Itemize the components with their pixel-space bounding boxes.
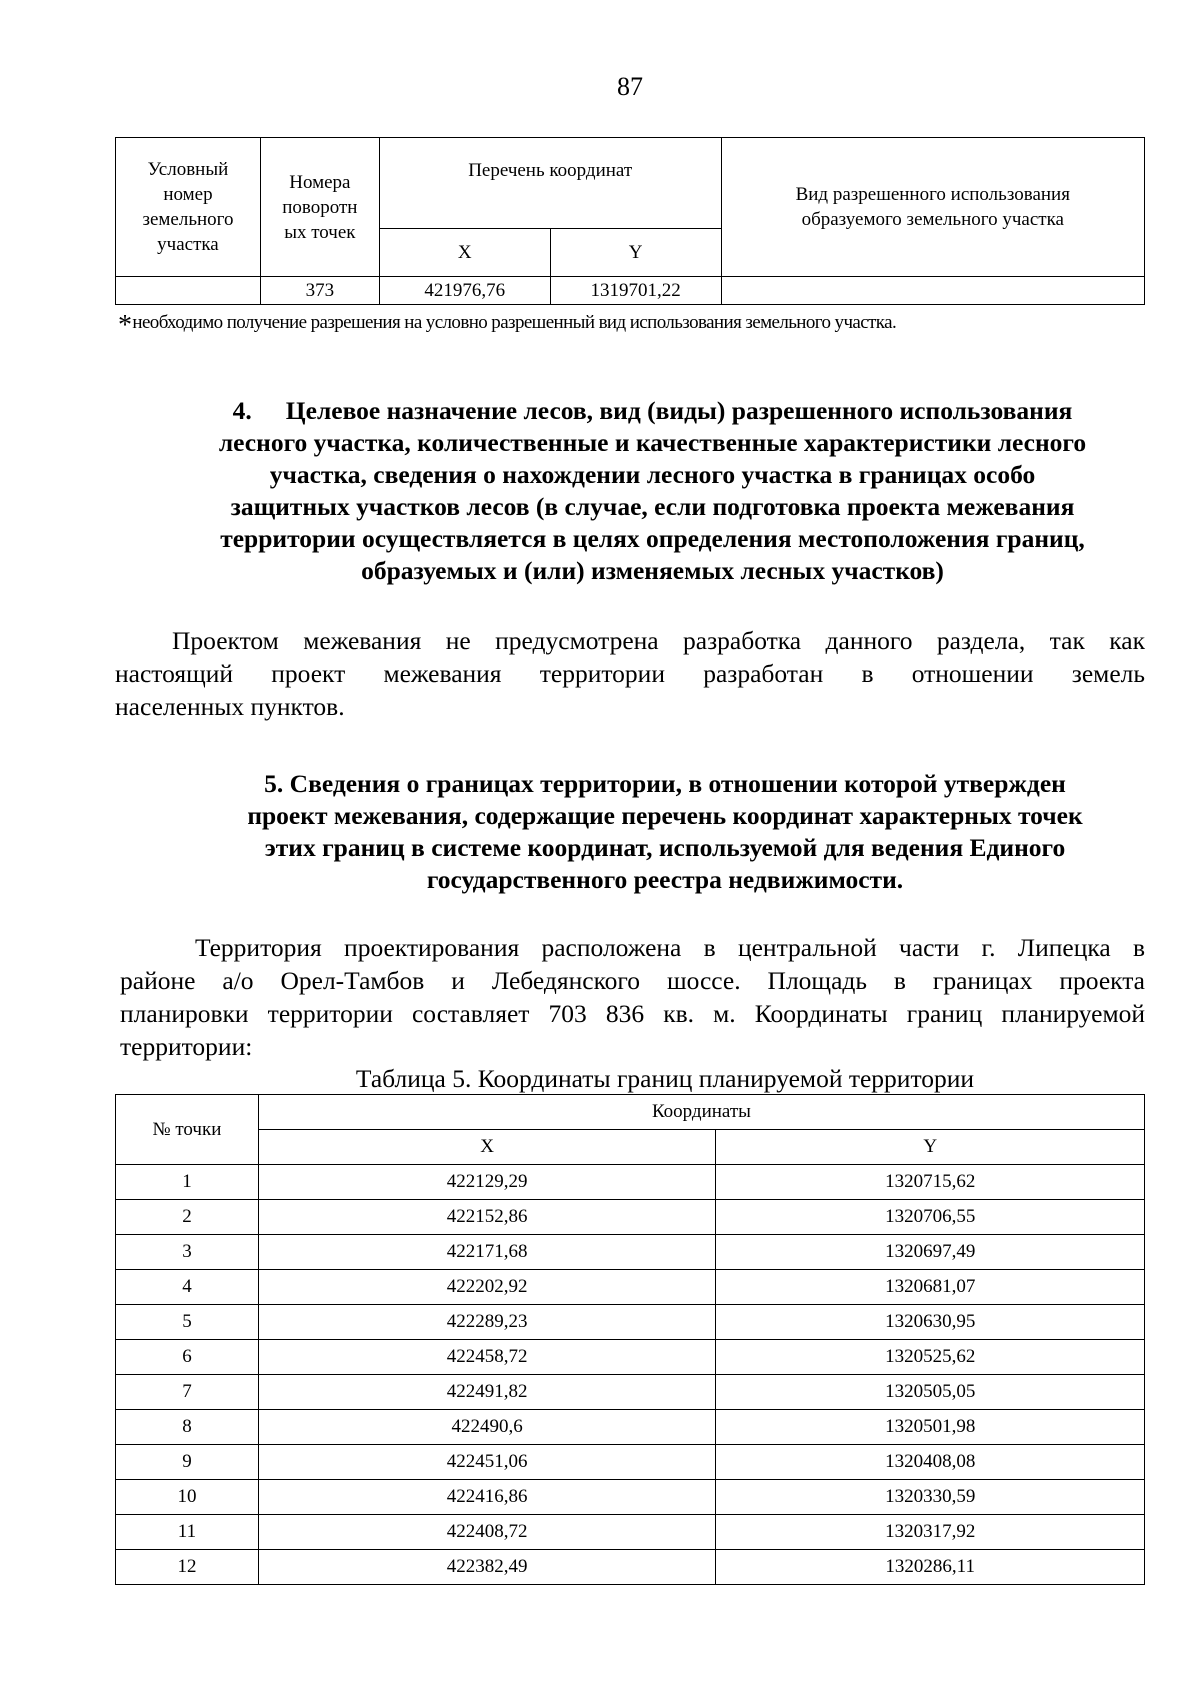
section-5-title: 5. Сведения о границах территории, в отношении которой утвержден проект межевания, содержащие перечень координат характерных точек этих границ в системе координат, используемой для ведения Единого государственного реестра недвижимости. [247, 769, 1083, 894]
table-row [116, 1410, 1145, 1445]
header-x: X [258, 1130, 716, 1165]
header-coordinates-list: Перечень координат [379, 138, 721, 229]
page-number: 87 [617, 72, 643, 101]
cell-x: 422458,72 [258, 1340, 716, 1375]
cell-point: 373 [260, 277, 379, 305]
header-x: X [379, 229, 550, 277]
cell-x: 422408,72 [258, 1515, 716, 1550]
table-row [116, 1445, 1145, 1480]
cell-x: 422416,86 [258, 1480, 716, 1515]
table-row [116, 1515, 1145, 1550]
header-y: Y [550, 229, 721, 277]
table-row [116, 1305, 1145, 1340]
table-row [116, 1550, 1145, 1585]
cell-x: 422129,29 [258, 1165, 716, 1200]
cell-x: 422491,82 [258, 1375, 716, 1410]
header-turning-points: Номера поворотн ых точек [260, 138, 379, 277]
cell-point-number: 5 [116, 1305, 259, 1340]
section-4-title: 4. Целевое назначение лесов, вид (виды) разрешенного использования лесного участка, количественные и качественные характеристики лесного участка, сведения о нахождении лесного участка в границах особо защитных участков лесов (в случае, если подготовка проекта межевания территории осуществляется в целях определения местоположения границ, образуемых и (или) изменяемых лесных участков) [218, 396, 1087, 585]
cell-y: 1319701,22 [550, 277, 721, 305]
cell-point-number: 3 [116, 1235, 259, 1270]
cell-x: 422202,92 [258, 1270, 716, 1305]
cell-point-number: 10 [116, 1480, 259, 1515]
cell-point-number: 1 [116, 1165, 259, 1200]
cell-parcel [116, 277, 261, 305]
footnote-text: необходимо получение разрешения на условно разрешенный вид использования земельного участка. [132, 312, 897, 333]
section-4-paragraph: Проектом межевания не предусмотрена разработка данного раздела, так как настоящий проект межевания территории разработан в отношении земель населенных пунктов. [115, 626, 1145, 721]
footnote-star: * [118, 310, 132, 341]
cell-point-number: 2 [116, 1200, 259, 1235]
cell-x: 422289,23 [258, 1305, 716, 1340]
cell-point-number: 6 [116, 1340, 259, 1375]
cell-y: 1320630,95 [716, 1305, 1145, 1340]
cell-x: 421976,76 [379, 277, 550, 305]
section-5-paragraph: Территория проектирования расположена в центральной части г. Липецка в районе а/о Орел-Тамбов и Лебедянского шоссе. Площадь в границах проекта планировки территории составляет 703 836 кв. м. Координаты границ планируемой территории: [120, 933, 1145, 1061]
cell-point-number: 9 [116, 1445, 259, 1480]
cell-y: 1320715,62 [716, 1165, 1145, 1200]
cell-y: 1320317,92 [716, 1515, 1145, 1550]
header-coordinates: Координаты [258, 1095, 1144, 1130]
table-5-caption: Таблица 5. Координаты границ планируемой территории [355, 1064, 975, 1093]
cell-x: 422490,6 [258, 1410, 716, 1445]
header-parcel-number: Условный номер земельного участка [116, 138, 261, 277]
cell-use [721, 277, 1144, 305]
cell-y: 1320697,49 [716, 1235, 1145, 1270]
table-row [116, 1480, 1145, 1515]
cell-y: 1320681,07 [716, 1270, 1145, 1305]
cell-y: 1320501,98 [716, 1410, 1145, 1445]
table-row [116, 1235, 1145, 1270]
header-y: Y [716, 1130, 1145, 1165]
parcel-coordinates-table [115, 137, 1145, 305]
cell-x: 422451,06 [258, 1445, 716, 1480]
cell-point-number: 4 [116, 1270, 259, 1305]
cell-x: 422171,68 [258, 1235, 716, 1270]
table-row [116, 1270, 1145, 1305]
header-permitted-use: Вид разрешенного использования образуемого земельного участка [721, 138, 1144, 277]
table-row [116, 1340, 1145, 1375]
cell-y: 1320330,59 [716, 1480, 1145, 1515]
cell-y: 1320706,55 [716, 1200, 1145, 1235]
cell-point-number: 7 [116, 1375, 259, 1410]
table-row [116, 277, 1145, 305]
table-row [116, 1200, 1145, 1235]
header-point-number: № точки [116, 1095, 259, 1165]
cell-point-number: 8 [116, 1410, 259, 1445]
section-4-number: 4. [232, 396, 252, 425]
cell-y: 1320505,05 [716, 1375, 1145, 1410]
table-row [116, 1375, 1145, 1410]
cell-y: 1320525,62 [716, 1340, 1145, 1375]
cell-point-number: 12 [116, 1550, 259, 1585]
cell-y: 1320286,11 [716, 1550, 1145, 1585]
cell-point-number: 11 [116, 1515, 259, 1550]
footnote [118, 310, 1148, 342]
cell-x: 422382,49 [258, 1550, 716, 1585]
cell-y: 1320408,08 [716, 1445, 1145, 1480]
table-row [116, 1165, 1145, 1200]
boundary-coordinates-table [115, 1094, 1145, 1585]
cell-x: 422152,86 [258, 1200, 716, 1235]
